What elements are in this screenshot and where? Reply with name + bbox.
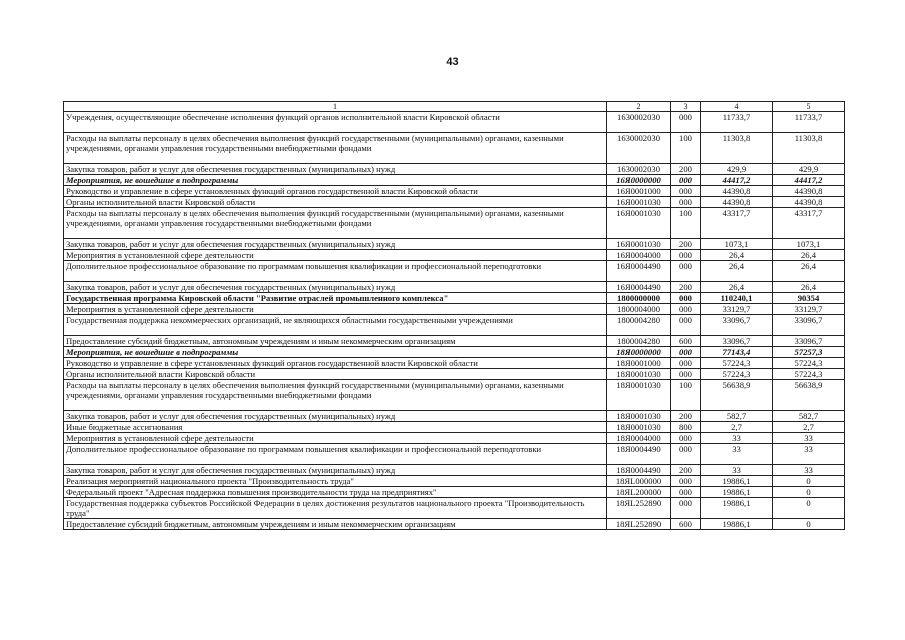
table-row bbox=[64, 133, 845, 164]
row-value-col5: 33 bbox=[773, 465, 845, 476]
row-value-col4: 11303,8 bbox=[701, 133, 773, 164]
row-code: 1630002030 bbox=[607, 133, 671, 164]
table-row bbox=[64, 433, 845, 444]
row-expense-type: 000 bbox=[671, 444, 701, 465]
row-name: Предоставление субсидий бюджетным, автономным учреждениям и иным некоммерческим организациям bbox=[64, 336, 607, 347]
row-code: 16Я0001030 bbox=[607, 239, 671, 250]
row-value-col5: 2,7 bbox=[773, 422, 845, 433]
row-value-col4: 33096,7 bbox=[701, 336, 773, 347]
row-expense-type: 000 bbox=[671, 315, 701, 336]
row-expense-type: 000 bbox=[671, 347, 701, 358]
row-value-col5: 56638,9 bbox=[773, 380, 845, 411]
row-value-col5: 26,4 bbox=[773, 282, 845, 293]
row-name: Органы исполнительной власти Кировской области bbox=[64, 197, 607, 208]
row-code: 16Я0004000 bbox=[607, 250, 671, 261]
row-name: Мероприятия в установленной сфере деятельности bbox=[64, 304, 607, 315]
table-row bbox=[64, 304, 845, 315]
row-value-col5: 0 bbox=[773, 487, 845, 498]
table-row bbox=[64, 175, 845, 186]
row-expense-type: 000 bbox=[671, 498, 701, 519]
row-value-col5: 57257,3 bbox=[773, 347, 845, 358]
row-value-col4: 19886,1 bbox=[701, 498, 773, 519]
row-expense-type: 000 bbox=[671, 197, 701, 208]
row-code: 18ЯL000000 bbox=[607, 476, 671, 487]
table-row bbox=[64, 465, 845, 476]
row-value-col5: 44390,8 bbox=[773, 197, 845, 208]
row-expense-type: 000 bbox=[671, 112, 701, 133]
page-number: 43 bbox=[446, 56, 459, 68]
table-header-row bbox=[64, 102, 845, 112]
table-row bbox=[64, 487, 845, 498]
row-value-col5: 429,9 bbox=[773, 164, 845, 175]
row-value-col4: 44417,2 bbox=[701, 175, 773, 186]
row-value-col4: 19886,1 bbox=[701, 487, 773, 498]
table-row bbox=[64, 369, 845, 380]
row-name: Предоставление субсидий бюджетным, автономным учреждениям и иным некоммерческим организациям bbox=[64, 519, 607, 530]
row-expense-type: 000 bbox=[671, 476, 701, 487]
table-row bbox=[64, 261, 845, 282]
row-value-col5: 43317,7 bbox=[773, 208, 845, 239]
header-col-2: 2 bbox=[607, 102, 671, 112]
row-name: Закупка товаров, работ и услуг для обеспечения государственных (муниципальных) нужд bbox=[64, 239, 607, 250]
table-row bbox=[64, 347, 845, 358]
table-row bbox=[64, 422, 845, 433]
row-name: Мероприятия, не вошедшие в подпрограммы bbox=[64, 347, 607, 358]
header-col-3: 3 bbox=[671, 102, 701, 112]
row-name: Руководство и управление в сфере установленных функций органов государственной власти Кировской области bbox=[64, 358, 607, 369]
budget-table bbox=[63, 101, 845, 530]
table-row bbox=[64, 444, 845, 465]
row-code: 18Я0001000 bbox=[607, 358, 671, 369]
row-code: 18Я0001030 bbox=[607, 411, 671, 422]
row-expense-type: 000 bbox=[671, 358, 701, 369]
row-expense-type: 000 bbox=[671, 487, 701, 498]
row-name: Дополнительное профессиональное образование по программам повышения квалификации и профессиональной переподготовки bbox=[64, 261, 607, 282]
row-value-col4: 26,4 bbox=[701, 250, 773, 261]
row-name: Дополнительное профессиональное образование по программам повышения квалификации и профессиональной переподготовки bbox=[64, 444, 607, 465]
row-value-col5: 11733,7 bbox=[773, 112, 845, 133]
row-code: 18Я0001030 bbox=[607, 369, 671, 380]
row-name: Мероприятия в установленной сфере деятельности bbox=[64, 433, 607, 444]
row-code: 16Я0004490 bbox=[607, 261, 671, 282]
row-name: Расходы на выплаты персоналу в целях обеспечения выполнения функций государственными (муниципальными) органами, казенными учреждениями, органами управления государственными внебюджетными фондами bbox=[64, 380, 607, 411]
table-row bbox=[64, 186, 845, 197]
row-value-col5: 57224,3 bbox=[773, 358, 845, 369]
row-value-col5: 33129,7 bbox=[773, 304, 845, 315]
row-value-col4: 77143,4 bbox=[701, 347, 773, 358]
row-value-col4: 44390,8 bbox=[701, 197, 773, 208]
row-value-col4: 33129,7 bbox=[701, 304, 773, 315]
row-name: Государственная поддержка субъектов Российской Федерации в целях достижения результатов национального проекта "Производительность труда" bbox=[64, 498, 607, 519]
row-code: 1800004280 bbox=[607, 336, 671, 347]
row-expense-type: 000 bbox=[671, 304, 701, 315]
row-code: 16Я0001000 bbox=[607, 186, 671, 197]
row-value-col5: 90354 bbox=[773, 293, 845, 304]
row-expense-type: 600 bbox=[671, 519, 701, 530]
row-value-col4: 429,9 bbox=[701, 164, 773, 175]
row-value-col4: 44390,8 bbox=[701, 186, 773, 197]
row-value-col4: 43317,7 bbox=[701, 208, 773, 239]
budget-table-body bbox=[64, 102, 845, 530]
table-row bbox=[64, 197, 845, 208]
table-row bbox=[64, 476, 845, 487]
row-code: 1800000000 bbox=[607, 293, 671, 304]
row-value-col4: 57224,3 bbox=[701, 358, 773, 369]
row-value-col4: 2,7 bbox=[701, 422, 773, 433]
row-expense-type: 800 bbox=[671, 422, 701, 433]
row-value-col4: 19886,1 bbox=[701, 519, 773, 530]
row-name: Мероприятия, не вошедшие в подпрограммы bbox=[64, 175, 607, 186]
row-value-col5: 0 bbox=[773, 476, 845, 487]
row-expense-type: 200 bbox=[671, 239, 701, 250]
row-expense-type: 600 bbox=[671, 336, 701, 347]
row-value-col5: 33 bbox=[773, 444, 845, 465]
row-expense-type: 200 bbox=[671, 164, 701, 175]
row-value-col4: 33096,7 bbox=[701, 315, 773, 336]
row-value-col5: 0 bbox=[773, 498, 845, 519]
row-expense-type: 000 bbox=[671, 175, 701, 186]
row-name: Органы исполнительной власти Кировской области bbox=[64, 369, 607, 380]
header-col-4: 4 bbox=[701, 102, 773, 112]
row-code: 16Я0000000 bbox=[607, 175, 671, 186]
row-expense-type: 000 bbox=[671, 433, 701, 444]
table-row bbox=[64, 380, 845, 411]
row-value-col4: 19886,1 bbox=[701, 476, 773, 487]
row-expense-type: 200 bbox=[671, 282, 701, 293]
table-row bbox=[64, 250, 845, 261]
table-row bbox=[64, 239, 845, 250]
row-name: Руководство и управление в сфере установленных функций органов государственной власти Кировской области bbox=[64, 186, 607, 197]
row-name: Мероприятия в установленной сфере деятельности bbox=[64, 250, 607, 261]
row-name: Учреждения, осуществляющие обеспечение исполнения функций органов исполнительной власти Кировской области bbox=[64, 112, 607, 133]
row-value-col4: 33 bbox=[701, 465, 773, 476]
row-name: Закупка товаров, работ и услуг для обеспечения государственных (муниципальных) нужд bbox=[64, 164, 607, 175]
table-row bbox=[64, 164, 845, 175]
row-code: 18ЯL200000 bbox=[607, 487, 671, 498]
row-code: 1800004000 bbox=[607, 304, 671, 315]
row-value-col5: 582,7 bbox=[773, 411, 845, 422]
row-code: 18Я0004000 bbox=[607, 433, 671, 444]
table-row bbox=[64, 208, 845, 239]
row-code: 18Я0001030 bbox=[607, 380, 671, 411]
row-code: 18ЯL252890 bbox=[607, 498, 671, 519]
row-value-col4: 582,7 bbox=[701, 411, 773, 422]
table-row bbox=[64, 519, 845, 530]
row-value-col5: 11303,8 bbox=[773, 133, 845, 164]
table-row bbox=[64, 336, 845, 347]
row-code: 16Я0001030 bbox=[607, 208, 671, 239]
table-row bbox=[64, 315, 845, 336]
row-code: 1800004280 bbox=[607, 315, 671, 336]
row-value-col4: 11733,7 bbox=[701, 112, 773, 133]
row-value-col4: 110240,1 bbox=[701, 293, 773, 304]
row-expense-type: 000 bbox=[671, 250, 701, 261]
row-code: 1630002030 bbox=[607, 112, 671, 133]
row-expense-type: 000 bbox=[671, 261, 701, 282]
row-name: Расходы на выплаты персоналу в целях обеспечения выполнения функций государственными (муниципальными) органами, казенными учреждениями, органами управления государственными внебюджетными фондами bbox=[64, 133, 607, 164]
table-row bbox=[64, 358, 845, 369]
row-value-col4: 57224,3 bbox=[701, 369, 773, 380]
header-col-5: 5 bbox=[773, 102, 845, 112]
row-value-col5: 26,4 bbox=[773, 250, 845, 261]
row-name: Иные бюджетные ассигнования bbox=[64, 422, 607, 433]
row-code: 16Я0001030 bbox=[607, 197, 671, 208]
row-code: 18ЯL252890 bbox=[607, 519, 671, 530]
row-value-col4: 56638,9 bbox=[701, 380, 773, 411]
row-name: Закупка товаров, работ и услуг для обеспечения государственных (муниципальных) нужд bbox=[64, 465, 607, 476]
row-value-col5: 33 bbox=[773, 433, 845, 444]
table-row bbox=[64, 293, 845, 304]
row-value-col5: 33096,7 bbox=[773, 336, 845, 347]
row-value-col4: 26,4 bbox=[701, 282, 773, 293]
row-code: 16Я0004490 bbox=[607, 282, 671, 293]
row-name: Закупка товаров, работ и услуг для обеспечения государственных (муниципальных) нужд bbox=[64, 411, 607, 422]
row-value-col5: 44417,2 bbox=[773, 175, 845, 186]
row-name: Государственная поддержка некоммерческих организаций, не являющихся областными государственными учреждениями bbox=[64, 315, 607, 336]
row-name: Расходы на выплаты персоналу в целях обеспечения выполнения функций государственными (муниципальными) органами, казенными учреждениями, органами управления государственными внебюджетными фондами bbox=[64, 208, 607, 239]
row-value-col4: 1073,1 bbox=[701, 239, 773, 250]
row-value-col5: 1073,1 bbox=[773, 239, 845, 250]
row-name: Закупка товаров, работ и услуг для обеспечения государственных (муниципальных) нужд bbox=[64, 282, 607, 293]
row-expense-type: 100 bbox=[671, 133, 701, 164]
row-code: 18Я0001030 bbox=[607, 422, 671, 433]
row-name: Государственная программа Кировской области "Развитие отраслей промышленного комплекса" bbox=[64, 293, 607, 304]
row-code: 18Я0000000 bbox=[607, 347, 671, 358]
table-row bbox=[64, 282, 845, 293]
row-expense-type: 200 bbox=[671, 411, 701, 422]
row-code: 18Я0004490 bbox=[607, 444, 671, 465]
row-expense-type: 100 bbox=[671, 208, 701, 239]
row-name: Реализация мероприятий национального проекта "Производительность труда" bbox=[64, 476, 607, 487]
row-code: 1630002030 bbox=[607, 164, 671, 175]
row-value-col5: 57224,3 bbox=[773, 369, 845, 380]
row-value-col5: 26,4 bbox=[773, 261, 845, 282]
row-value-col4: 33 bbox=[701, 444, 773, 465]
row-value-col5: 0 bbox=[773, 519, 845, 530]
row-expense-type: 000 bbox=[671, 186, 701, 197]
row-value-col5: 44390,8 bbox=[773, 186, 845, 197]
row-expense-type: 000 bbox=[671, 369, 701, 380]
table-row bbox=[64, 498, 845, 519]
row-name: Федеральный проект "Адресная поддержка повышения производительности труда на предприятиях" bbox=[64, 487, 607, 498]
table-row bbox=[64, 411, 845, 422]
row-value-col5: 33096,7 bbox=[773, 315, 845, 336]
row-expense-type: 100 bbox=[671, 380, 701, 411]
row-value-col4: 33 bbox=[701, 433, 773, 444]
table-row bbox=[64, 112, 845, 133]
row-expense-type: 000 bbox=[671, 293, 701, 304]
row-expense-type: 200 bbox=[671, 465, 701, 476]
row-value-col4: 26,4 bbox=[701, 261, 773, 282]
row-code: 18Я0004490 bbox=[607, 465, 671, 476]
header-col-1: 1 bbox=[64, 102, 607, 112]
